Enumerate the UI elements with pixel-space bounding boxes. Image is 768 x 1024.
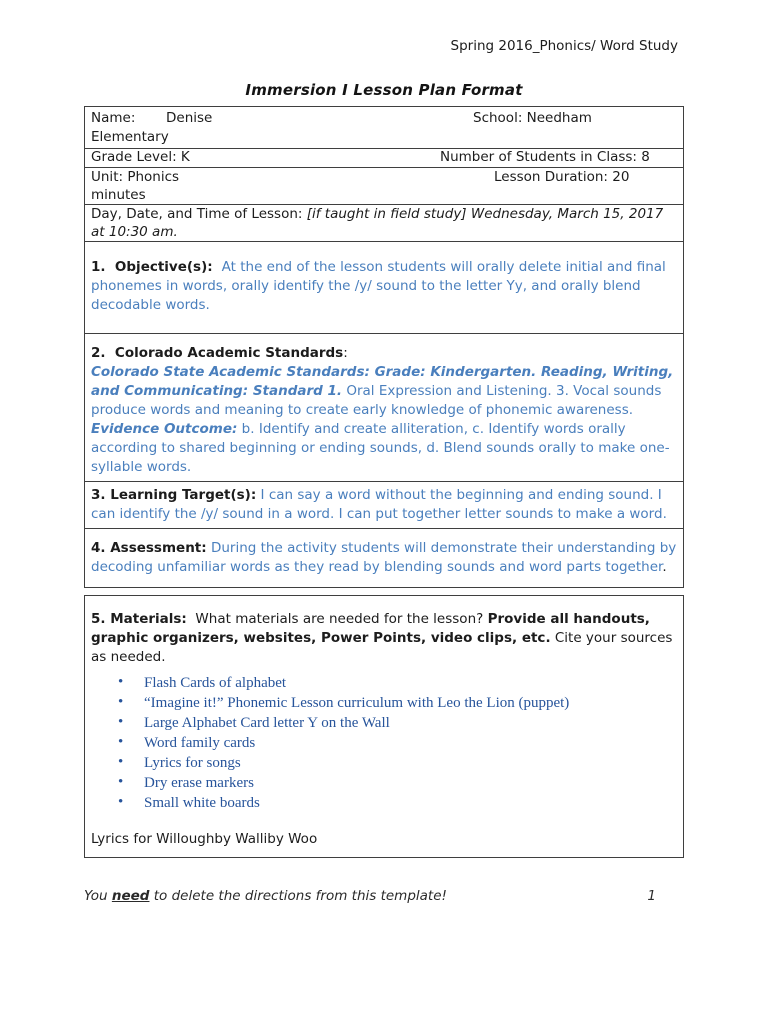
page-header <box>84 38 684 55</box>
standards-body <box>91 363 677 477</box>
assessment-heading: 4. Assessment: <box>91 539 207 556</box>
standards-text-1: Oral Expression and Listening. 3. Vocal sounds produce words and meaning to create early knowledge of phonemic awareness. <box>91 382 662 418</box>
grade-level: Grade Level: K <box>91 149 190 165</box>
materials-list-item: • Flash Cards of alphabet <box>91 673 677 693</box>
materials-note: Lyrics for Willoughby Walliby Woo <box>91 830 318 847</box>
name-value: Denise <box>166 110 213 126</box>
standards-heading: 2. Colorado Academic Standards <box>91 344 344 361</box>
objectives-body: At the end of the lesson students will orally delete initial and final phonemes in words, orally identify the /y/ sound to the letter Yy, and orally blend decodable words. <box>91 258 666 313</box>
materials-list-item: • “Imagine it!” Phonemic Lesson curriculum with Leo the Lion (puppet) <box>91 693 677 713</box>
standards-text-2: b. Identify and create alliteration, c. Identify words orally according to shared beginning or ending sounds, d. Blend sounds orally to make one-syllable words. <box>91 420 670 475</box>
section-standards <box>85 334 683 482</box>
name-label: Name: <box>91 110 136 126</box>
school-value: School: Needham <box>473 110 592 126</box>
students-count: Number of Students in Class: 8 <box>440 149 650 165</box>
learning-targets-body: I can say a word without the beginning and ending sound. I can identify the /y/ sound in a word. I can put together letter sounds to make a word. <box>91 486 667 522</box>
datetime-label: Day, Date, and Time of Lesson: <box>91 205 307 222</box>
page-footer <box>84 888 684 904</box>
materials-list-item: • Lyrics for songs <box>91 753 677 773</box>
materials-list-item: • Large Alphabet Card letter Y on the Wall <box>91 713 677 733</box>
materials-list <box>91 673 677 813</box>
section-materials <box>84 595 684 858</box>
footer-text-pre: You <box>84 887 112 904</box>
page-number: 1 <box>647 887 656 904</box>
materials-question: What materials are needed for the lesson? <box>186 610 488 627</box>
duration-wrap-line: minutes <box>91 186 146 203</box>
table-row-grade-students <box>85 149 683 168</box>
section-assessment <box>85 529 683 587</box>
lesson-info-table <box>84 106 684 588</box>
standards-heading-line <box>91 344 677 363</box>
table-row-name-school <box>85 107 683 149</box>
table-row-unit-duration <box>85 168 683 205</box>
footer-text-post: to delete the directions from this template! <box>149 887 447 904</box>
duration-value: Lesson Duration: 20 <box>494 168 630 185</box>
unit-duration-line <box>91 168 677 186</box>
footer-text-emphasis: need <box>111 887 150 904</box>
unit-value: Unit: Phonics <box>91 168 180 185</box>
materials-heading: 5. Materials: <box>91 610 187 627</box>
section-objectives <box>85 242 683 334</box>
learning-targets-heading: 3. Learning Target(s): <box>91 486 257 503</box>
name-school-line <box>91 109 677 128</box>
school-wrap-line: Elementary <box>91 129 169 145</box>
materials-bold-run: Provide all handouts, graphic organizers, websites, Power Points, video clips, etc. <box>91 610 650 646</box>
datetime-value: [if taught in field study] Wednesday, March 15, 2017 at 10:30 am. <box>91 205 664 240</box>
standards-emphasis-1: Colorado State Academic Standards: Grade: Kindergarten. Reading, Writing, and Communicating: Standard 1. <box>91 363 674 399</box>
objectives-heading: 1. Objective(s): <box>91 258 218 275</box>
section-learning-targets <box>85 482 683 529</box>
materials-list-item: • Word family cards <box>91 733 677 753</box>
materials-paragraph <box>91 610 677 667</box>
materials-list-item: • Small white boards <box>91 793 677 813</box>
header-text: Spring 2016_Phonics/ Word Study <box>450 38 678 54</box>
assessment-body: During the activity students will demonstrate their understanding by decoding unfamiliar words as they read by blending sounds and word parts together <box>91 539 677 575</box>
assessment-period: . <box>662 558 667 575</box>
page-title: Immersion I Lesson Plan Format <box>245 81 523 99</box>
table-row-datetime <box>85 205 683 242</box>
standards-emphasis-2: Evidence Outcome: <box>91 420 238 437</box>
standards-heading-colon: : <box>343 344 348 361</box>
materials-tail: Cite your sources as needed. <box>91 629 673 665</box>
materials-list-item: • Dry erase markers <box>91 773 677 793</box>
